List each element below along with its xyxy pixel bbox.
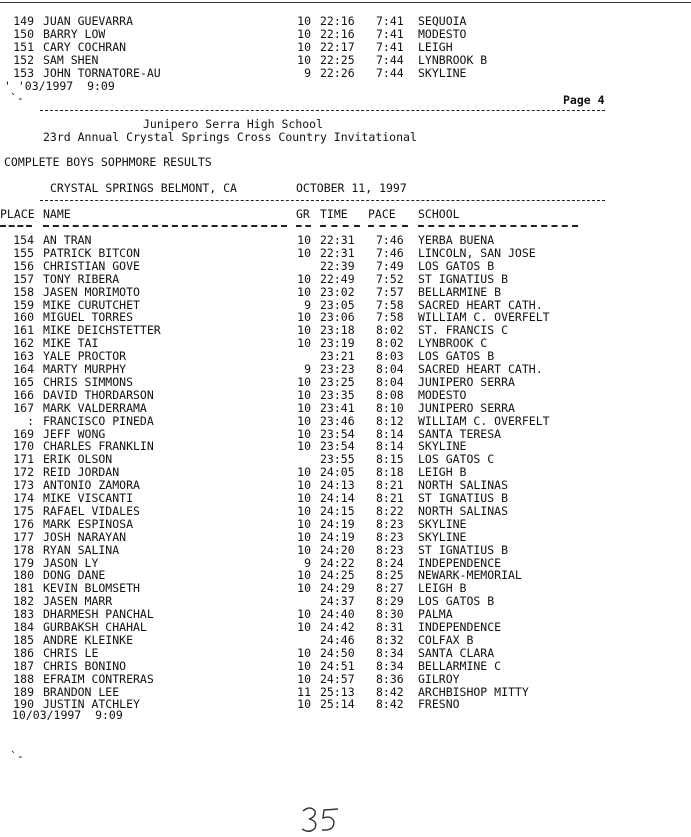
school-name: ST IGNATIUS B [418, 542, 509, 557]
grade: 10 [297, 53, 311, 67]
athlete-name: FRANCISCO PINEDA [43, 413, 154, 428]
school-name: SACRED HEART CATH. [418, 297, 543, 312]
place: 149 [13, 14, 34, 28]
pace: 8:22 [376, 503, 404, 518]
place: 164 [13, 362, 34, 376]
grade: 10 [297, 478, 311, 493]
pace: 8:04 [376, 362, 404, 376]
pace: 8:34 [376, 645, 404, 660]
pace: 8:21 [376, 491, 404, 505]
athlete-name: YALE PROCTOR [43, 349, 127, 364]
finish-time: 22:16 [320, 14, 355, 28]
grade: 10 [297, 40, 311, 54]
finish-time: 24:40 [320, 607, 355, 622]
grade: 9 [304, 66, 311, 80]
header-underline-school [418, 225, 578, 227]
finish-time: 23:41 [320, 400, 355, 415]
finish-time: 22:26 [320, 66, 355, 80]
grade: 10 [297, 542, 311, 557]
place: 170 [13, 439, 34, 454]
finish-time: 24:25 [320, 568, 355, 583]
school-name: SANTA CLARA [418, 645, 495, 660]
athlete-name: MARK VALDERRAMA [43, 400, 147, 415]
col-pace: PACE [368, 207, 396, 221]
place: 182 [13, 594, 34, 609]
place: 180 [13, 568, 34, 583]
athlete-name: CHRIS SIMMONS [43, 374, 134, 389]
athlete-name: TONY RIBERA [43, 271, 120, 286]
finish-time: 24:46 [320, 632, 355, 647]
grade: 10 [297, 233, 311, 247]
school-name: LOS GATOS B [418, 349, 495, 364]
school-name: INDEPENDENCE [418, 620, 502, 634]
grade: 10 [297, 503, 311, 518]
header-underline-place [0, 225, 32, 227]
pace: 8:29 [376, 594, 404, 609]
finish-time: 24:14 [320, 491, 355, 505]
athlete-name: AN TRAN [43, 233, 92, 247]
school-name: ARCHBISHOP MITTY [418, 684, 529, 699]
pace: 8:02 [376, 336, 404, 351]
place: 184 [13, 620, 34, 634]
finish-time: 24:05 [320, 465, 355, 480]
school-name: YERBA BUENA [418, 233, 495, 247]
finish-time: 23:46 [320, 413, 355, 428]
athlete-name: ANTONIO ZAMORA [43, 478, 140, 493]
athlete-name: SAM SHEN [43, 53, 99, 67]
school-name: MODESTO [418, 27, 467, 41]
school-name: ST IGNATIUS B [418, 491, 509, 505]
grade: 10 [297, 568, 311, 583]
finish-time: 22:49 [320, 271, 355, 286]
school-name: LEIGH B [418, 465, 467, 480]
pace: 7:46 [376, 245, 404, 260]
place: 189 [13, 684, 34, 699]
school-name: LOS GATOS B [418, 594, 495, 609]
finish-time: 23:18 [320, 323, 355, 338]
school-name: WILLIAM C. OVERFELT [418, 413, 550, 428]
pace: 8:02 [376, 323, 404, 338]
col-time: TIME [320, 207, 348, 221]
meet-location: CRYSTAL SPRINGS BELMONT, CA [50, 181, 237, 195]
grade: 10 [297, 413, 311, 428]
athlete-name: MIKE VISCANTI [43, 491, 134, 505]
finish-time: 24:15 [320, 503, 355, 518]
place: 167 [13, 400, 34, 415]
place: : [27, 413, 34, 428]
pace: 8:14 [376, 439, 404, 454]
header-underline-name [43, 225, 287, 227]
pace: 8:10 [376, 400, 404, 415]
finish-time: 23:55 [320, 452, 355, 467]
pace: 8:14 [376, 426, 404, 441]
grade: 10 [297, 671, 311, 686]
finish-time: 23:54 [320, 439, 355, 454]
pace: 7:44 [376, 53, 404, 67]
athlete-name: KEVIN BLOMSETH [43, 581, 140, 596]
place: 158 [13, 284, 34, 299]
grade: 10 [297, 310, 311, 325]
finish-time: 23:23 [320, 362, 355, 376]
section-title: COMPLETE BOYS SOPHMORE RESULTS [4, 155, 212, 169]
finish-time: 22:16 [320, 27, 355, 41]
pace: 8:12 [376, 413, 404, 428]
athlete-name: CHRIS BONINO [43, 658, 127, 673]
page-label: Page 4 [563, 93, 605, 107]
grade: 11 [297, 684, 311, 699]
finish-time: 24:20 [320, 542, 355, 557]
grade: 10 [297, 374, 311, 389]
grade: 10 [297, 245, 311, 260]
place: 175 [13, 503, 34, 518]
athlete-name: ERIK OLSON [43, 452, 113, 467]
place: 185 [13, 632, 34, 647]
grade: 10 [297, 658, 311, 673]
pace: 8:42 [376, 684, 404, 699]
school-name: NORTH SALINAS [418, 503, 509, 518]
col-school: SCHOOL [418, 207, 460, 221]
school-name: SACRED HEART CATH. [418, 362, 543, 376]
athlete-name: GURBAKSH CHAHAL [43, 620, 147, 634]
header-underline-pace [368, 225, 408, 227]
school-name: LEIGH B [418, 581, 467, 596]
pace: 8:42 [376, 697, 404, 712]
finish-time: 22:31 [320, 245, 355, 260]
pace: 7:46 [376, 233, 404, 247]
school-name: JUNIPERO SERRA [418, 400, 515, 415]
footer-date-stamp: 10/03/1997 9:09 [12, 708, 123, 722]
pace: 8:36 [376, 671, 404, 686]
pace: 7:58 [376, 297, 404, 312]
athlete-name: CHARLES FRANKLIN [43, 439, 154, 454]
athlete-name: MIKE CURUTCHET [43, 297, 140, 312]
meet-date: OCTOBER 11, 1997 [296, 181, 407, 195]
pace: 8:04 [376, 374, 404, 389]
place: 159 [13, 297, 34, 312]
pace: 7:41 [376, 27, 404, 41]
place: 187 [13, 658, 34, 673]
finish-time: 24:22 [320, 555, 355, 570]
grade: 10 [297, 516, 311, 531]
finish-time: 24:51 [320, 658, 355, 673]
place: 172 [13, 465, 34, 480]
school-name: LOS GATOS B [418, 258, 495, 273]
school-name: SANTA TERESA [418, 426, 502, 441]
school-name: ST IGNATIUS B [418, 271, 509, 286]
pace: 8:32 [376, 632, 404, 647]
athlete-name: JASON LY [43, 555, 99, 570]
finish-time: 24:50 [320, 645, 355, 660]
athlete-name: RAFAEL VIDALES [43, 503, 140, 518]
school-name: INDEPENDENCE [418, 555, 502, 570]
finish-time: 22:39 [320, 258, 355, 273]
pace: 8:34 [376, 658, 404, 673]
page-separator [40, 110, 605, 111]
finish-time: 23:05 [320, 297, 355, 312]
grade: 10 [297, 529, 311, 544]
place: 163 [13, 349, 34, 364]
grade: 10 [297, 426, 311, 441]
place: 154 [13, 233, 34, 247]
place: 152 [13, 53, 34, 67]
col-grade: GR [296, 207, 310, 221]
athlete-name: MARTY MURPHY [43, 362, 127, 376]
school-name: LINCOLN, SAN JOSE [418, 245, 536, 260]
pace: 7:58 [376, 310, 404, 325]
school-name: SEQUOIA [418, 14, 467, 28]
school-name: FRESNO [418, 697, 460, 712]
athlete-name: REID JORDAN [43, 465, 120, 480]
finish-time: 23:06 [320, 310, 355, 325]
pace: 7:49 [376, 258, 404, 273]
pace: 8:31 [376, 620, 404, 634]
school-title: Junipero Serra High School [143, 117, 324, 131]
pace: 8:27 [376, 581, 404, 596]
athlete-name: JOHN TORNATORE-AU [43, 66, 161, 80]
handwritten-page-number [300, 806, 344, 834]
school-name: LOS GATOS C [418, 452, 495, 467]
place: 156 [13, 258, 34, 273]
school-name: MODESTO [418, 387, 467, 402]
athlete-name: CARY COCHRAN [43, 40, 127, 54]
finish-time: 24:42 [320, 620, 355, 634]
pace: 8:08 [376, 387, 404, 402]
finish-time: 25:13 [320, 684, 355, 699]
finish-time: 24:19 [320, 516, 355, 531]
place: 151 [13, 40, 34, 54]
school-name: WILLIAM C. OVERFELT [418, 310, 550, 325]
athlete-name: CHRISTIAN GOVE [43, 258, 140, 273]
pace: 8:15 [376, 452, 404, 467]
place: 190 [13, 697, 34, 712]
athlete-name: PATRICK BITCON [43, 245, 140, 260]
place: 188 [13, 671, 34, 686]
school-name: SKYLINE [418, 516, 467, 531]
athlete-name: BRANDON LEE [43, 684, 120, 699]
grade: 9 [304, 555, 311, 570]
athlete-name: DAVID THORDARSON [43, 387, 154, 402]
pace: 7:52 [376, 271, 404, 286]
place: 179 [13, 555, 34, 570]
athlete-name: RYAN SALINA [43, 542, 120, 557]
grade: 9 [304, 362, 311, 376]
grade: 10 [297, 581, 311, 596]
finish-time: 24:19 [320, 529, 355, 544]
place: 165 [13, 374, 34, 389]
place: 160 [13, 310, 34, 325]
athlete-name: ANDRE KLEINKE [43, 632, 134, 647]
grade: 10 [297, 620, 311, 634]
school-name: BELLARMINE C [418, 658, 502, 673]
athlete-name: JUAN GUEVARRA [43, 14, 134, 28]
athlete-name: MIGUEL TORRES [43, 310, 134, 325]
place: 186 [13, 645, 34, 660]
header-underline-grade [296, 225, 311, 227]
finish-time: 24:37 [320, 594, 355, 609]
place: 171 [13, 452, 34, 467]
grade: 10 [297, 439, 311, 454]
athlete-name: JOSH NARAYAN [43, 529, 127, 544]
pace: 8:21 [376, 478, 404, 493]
pace: 7:57 [376, 284, 404, 299]
col-name: NAME [43, 207, 71, 221]
school-name: BELLARMINE B [418, 284, 502, 299]
grade: 10 [297, 27, 311, 41]
grade: 10 [297, 607, 311, 622]
finish-time: 24:13 [320, 478, 355, 493]
athlete-name: DHARMESH PANCHAL [43, 607, 154, 622]
grade: 10 [297, 387, 311, 402]
finish-time: 23:21 [320, 349, 355, 364]
finish-time: 22:25 [320, 53, 355, 67]
finish-time: 22:31 [320, 233, 355, 247]
grade: 10 [297, 14, 311, 28]
place: 181 [13, 581, 34, 596]
grade: 9 [304, 297, 311, 312]
finish-time: 23:35 [320, 387, 355, 402]
athlete-name: CHRIS LE [43, 645, 99, 660]
grade: 10 [297, 697, 311, 712]
school-name: LYNBROOK C [418, 336, 488, 351]
athlete-name: EFRAIM CONTRERAS [43, 671, 154, 686]
place: 178 [13, 542, 34, 557]
grade: 10 [297, 465, 311, 480]
pace: 7:41 [376, 40, 404, 54]
place: 183 [13, 607, 34, 622]
athlete-name: DONG DANE [43, 568, 106, 583]
athlete-name: MARK ESPINOSA [43, 516, 134, 531]
pace: 8:18 [376, 465, 404, 480]
grade: 10 [297, 491, 311, 505]
grade: 10 [297, 645, 311, 660]
school-name: COLFAX B [418, 632, 474, 647]
top-rule [0, 2, 691, 3]
top-date-stamp: ' '03/1997 9:09 [4, 79, 115, 93]
finish-time: 23:19 [320, 336, 355, 351]
place: 162 [13, 336, 34, 351]
place: 173 [13, 478, 34, 493]
school-name: LEIGH [418, 40, 453, 54]
footer-mark: `- [10, 749, 24, 763]
finish-time: 22:17 [320, 40, 355, 54]
pace: 7:41 [376, 14, 404, 28]
place: 155 [13, 245, 34, 260]
place: 174 [13, 491, 34, 505]
school-name: LYNBROOK B [418, 53, 488, 67]
grade: 10 [297, 400, 311, 415]
school-name: JUNIPERO SERRA [418, 374, 515, 389]
place: 150 [13, 27, 34, 41]
finish-time: 23:25 [320, 374, 355, 389]
school-name: SKYLINE [418, 529, 467, 544]
finish-time: 24:29 [320, 581, 355, 596]
header-underline-time [320, 225, 360, 227]
place: 176 [13, 516, 34, 531]
place: 177 [13, 529, 34, 544]
page-break-mark: `- [10, 91, 24, 105]
meet-title: 23rd Annual Crystal Springs Cross Country Invitational [43, 130, 417, 144]
pace: 8:23 [376, 529, 404, 544]
athlete-name: JEFF WONG [43, 426, 106, 441]
school-name: ST. FRANCIS C [418, 323, 509, 338]
pace: 8:24 [376, 555, 404, 570]
athlete-name: JUSTIN ATCHLEY [43, 697, 140, 712]
place: 169 [13, 426, 34, 441]
school-name: SKYLINE [418, 66, 467, 80]
athlete-name: MIKE DEICHSTETTER [43, 323, 161, 338]
header-rule [40, 200, 605, 201]
grade: 10 [297, 271, 311, 286]
pace: 8:23 [376, 542, 404, 557]
grade: 10 [297, 284, 311, 299]
col-place: PLACE [0, 207, 35, 221]
place: 161 [13, 323, 34, 338]
school-name: GILROY [418, 671, 460, 686]
pace: 8:25 [376, 568, 404, 583]
pace: 8:03 [376, 349, 404, 364]
athlete-name: JASEN MARR [43, 594, 113, 609]
athlete-name: MIKE TAI [43, 336, 99, 351]
pace: 8:30 [376, 607, 404, 622]
school-name: PALMA [418, 607, 453, 622]
finish-time: 23:02 [320, 284, 355, 299]
column-header-row [0, 207, 460, 221]
grade: 10 [297, 336, 311, 351]
school-name: SKYLINE [418, 439, 467, 454]
grade: 10 [297, 323, 311, 338]
finish-time: 24:57 [320, 671, 355, 686]
place: 157 [13, 271, 34, 286]
athlete-name: BARRY LOW [43, 27, 106, 41]
pace: 7:44 [376, 66, 404, 80]
school-name: NORTH SALINAS [418, 478, 509, 493]
finish-time: 23:54 [320, 426, 355, 441]
place: 166 [13, 387, 34, 402]
pace: 8:23 [376, 516, 404, 531]
school-name: NEWARK-MEMORIAL [418, 568, 522, 583]
athlete-name: JASEN MORIMOTO [43, 284, 140, 299]
finish-time: 25:14 [320, 697, 355, 712]
place: 153 [13, 66, 34, 80]
